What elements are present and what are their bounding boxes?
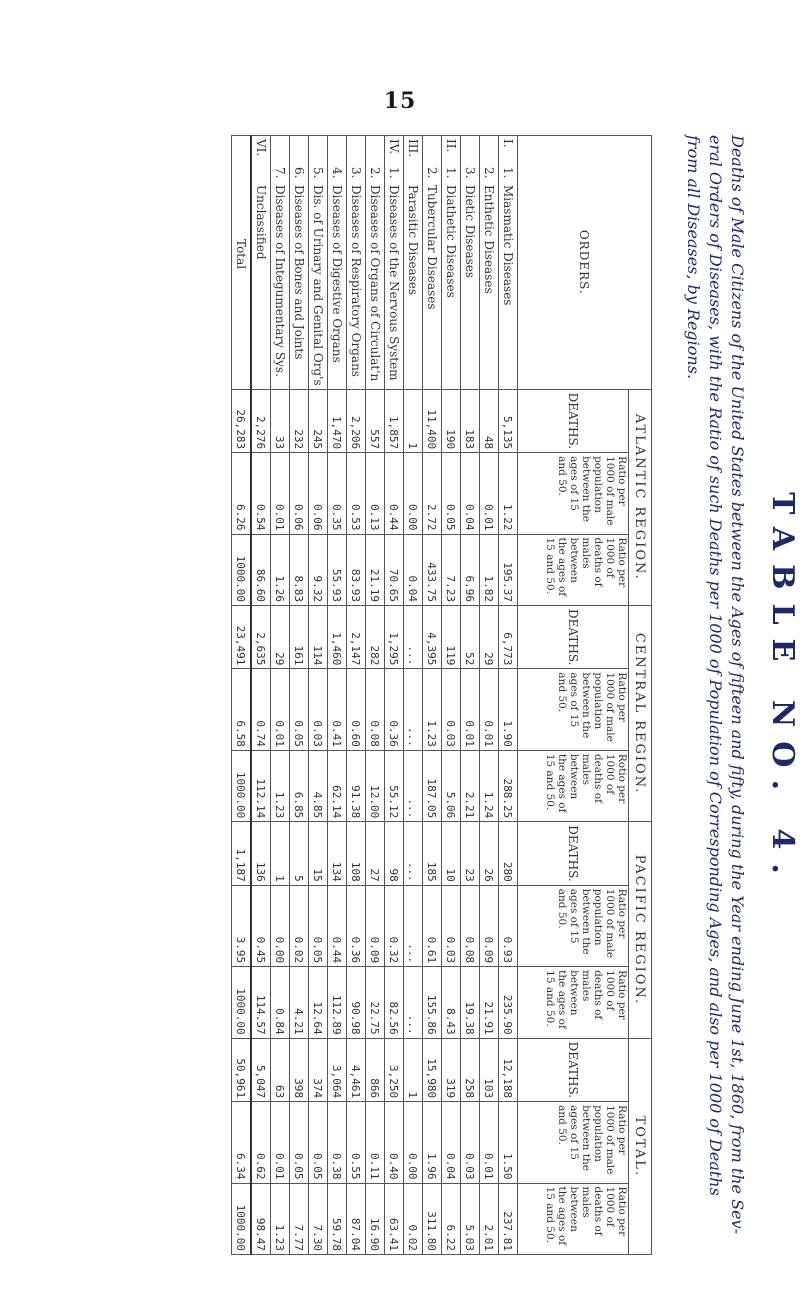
table-cell: 0.09 (366, 885, 385, 966)
table-cell: 23 (461, 822, 480, 885)
table-cell: 0.36 (385, 669, 404, 750)
table-row (347, 136, 366, 1255)
ratio-deaths-header: Rotio per 1000 of deaths of males between the ages of 15 and 50. (518, 750, 629, 821)
deaths-header: DEATHS. (518, 389, 629, 452)
order-name: Diseases of Integumentary Sys. (273, 185, 287, 377)
table-cell: 114.57 (251, 967, 271, 1038)
table-cell: 4.85 (309, 750, 328, 821)
table-cell: 0.03 (442, 669, 461, 750)
deaths-header: DEATHS. (518, 822, 629, 885)
table-cell: 86.60 (251, 534, 271, 605)
order-number: 3. (349, 167, 363, 179)
table-row (251, 136, 271, 1255)
table-cell: 15 (309, 822, 328, 885)
table-cell: 0.00 (404, 453, 423, 534)
table-subtitle (682, 135, 748, 1255)
table-cell: 0.40 (385, 1102, 404, 1183)
order-name: Diseases of the Nervous System (387, 185, 401, 381)
order-name: Tubercular Diseases (425, 185, 439, 310)
order-name: Diseases of Digestive Organs (330, 185, 344, 363)
table-cell: 11,400 (423, 389, 442, 452)
table-cell: 6,773 (499, 605, 518, 668)
table-cell: 114 (309, 605, 328, 668)
order-label (499, 136, 518, 390)
table-cell: 6.96 (461, 534, 480, 605)
table-cell: 0.01 (271, 453, 290, 534)
ratio-population-header: Ratio per 1000 of male population between the ages of 15 and 50. (518, 1102, 629, 1183)
table-cell: 50,961 (232, 1038, 252, 1101)
order-label (251, 136, 271, 390)
table-cell: 2.72 (423, 453, 442, 534)
table-cell: 3,250 (385, 1038, 404, 1101)
table-cell: 195.37 (499, 534, 518, 605)
order-label (290, 136, 309, 390)
table-cell: 136 (251, 822, 271, 885)
table-cell: 63.41 (385, 1183, 404, 1254)
table-cell: 15,980 (423, 1038, 442, 1101)
table-cell: 5.06 (442, 750, 461, 821)
order-name: Enthetic Diseases (482, 185, 496, 294)
order-label (442, 136, 461, 390)
table-cell: 1.90 (499, 669, 518, 750)
order-name: Diseases of Respiratory Organs (349, 185, 363, 377)
table-cell: 4,461 (347, 1038, 366, 1101)
table-cell: 1.96 (423, 1102, 442, 1183)
table-row (328, 136, 347, 1255)
table-cell: 98 (385, 822, 404, 885)
order-class-number: IV. (387, 139, 401, 155)
table-cell: 0.05 (290, 1102, 309, 1183)
table-row (499, 136, 518, 1255)
table-cell: 0.54 (251, 453, 271, 534)
orders-header: ORDERS. (518, 136, 652, 390)
table-cell: 0.02 (404, 1183, 423, 1254)
table-row (290, 136, 309, 1255)
table-cell: 12.64 (309, 967, 328, 1038)
table-cell: 0.36 (347, 885, 366, 966)
table-cell: 5.03 (461, 1183, 480, 1254)
table-cell: 0.08 (461, 885, 480, 966)
table-cell: 7.30 (309, 1183, 328, 1254)
table-cell: 22.75 (366, 967, 385, 1038)
order-number: 2. (482, 167, 496, 179)
table-cell: 433.75 (423, 534, 442, 605)
table-cell: 0.02 (290, 885, 309, 966)
order-number: 1. (387, 167, 401, 179)
table-cell: 6.26 (232, 453, 252, 534)
table-cell: 1.23 (271, 1183, 290, 1254)
table-cell: 374 (309, 1038, 328, 1101)
table-cell: 190 (442, 389, 461, 452)
order-class-number: VI. (254, 139, 268, 157)
table-cell: 280 (499, 822, 518, 885)
table-cell: 63 (271, 1038, 290, 1101)
order-label (271, 136, 290, 390)
region-header-central: CENTRAL REGION. (629, 605, 652, 821)
order-name: Diseases of Bones and Joints (292, 185, 306, 360)
table-cell: 0.11 (366, 1102, 385, 1183)
table-cell: 112.89 (328, 967, 347, 1038)
table-cell: 0.55 (347, 1102, 366, 1183)
table-cell: 134 (328, 822, 347, 885)
table-body (232, 136, 518, 1255)
table-row (271, 136, 290, 1255)
table-cell: 26,283 (232, 389, 252, 452)
table-cell: 82.56 (385, 967, 404, 1038)
table-cell: 1 (404, 389, 423, 452)
table-title: TABLE NO. 4. (765, 492, 800, 888)
table-cell: 0.53 (347, 453, 366, 534)
table-cell: 5 (290, 822, 309, 885)
region-header-total: TOTAL. (629, 1038, 652, 1254)
table-cell: 27 (366, 822, 385, 885)
table-cell: 1.50 (499, 1102, 518, 1183)
ratio-deaths-header: Ratio per 1000 of deaths of males between the ages of 15 and 50. (518, 967, 629, 1038)
table-cell: 0.01 (480, 453, 499, 534)
table-cell: 311.80 (423, 1183, 442, 1254)
table-cell: 6.34 (232, 1102, 252, 1183)
table-row (461, 136, 480, 1255)
order-number: 2. (368, 167, 382, 179)
table-cell: 21.91 (480, 967, 499, 1038)
table-cell: 0.44 (385, 453, 404, 534)
table-cell: 0.00 (271, 885, 290, 966)
subtitle-line-3: from all Diseases, by Regions. (684, 135, 703, 380)
table-cell: 1,470 (328, 389, 347, 452)
order-class-number: II. (444, 139, 458, 153)
table-cell: 258 (461, 1038, 480, 1101)
order-label (461, 136, 480, 390)
order-name: Dis. of Urinary and Genital Org's (311, 185, 325, 386)
table-cell: 1.24 (480, 750, 499, 821)
table-cell: 1.23 (271, 750, 290, 821)
table-cell: 87.04 (347, 1183, 366, 1254)
table-cell: 119 (442, 605, 461, 668)
table-cell: 232 (290, 389, 309, 452)
table-cell: 185 (423, 822, 442, 885)
table-cell: 282 (366, 605, 385, 668)
table-cell: 0.93 (499, 885, 518, 966)
table-cell: 0.05 (442, 453, 461, 534)
order-number: 1. (501, 167, 515, 179)
ratio-deaths-header: Ratio per 1000 of deaths of males between the ages of 15 and 50. (518, 1183, 629, 1254)
table-cell: 0.01 (461, 669, 480, 750)
table-cell: 29 (271, 605, 290, 668)
table-cell: 0.35 (328, 453, 347, 534)
table-cell: 0.13 (366, 453, 385, 534)
subtitle-line-2: eral Orders of Diseases, with the Ratio of such Deaths per 1000 of Population of Corresponding Ages, and also per 1000 of Deaths (706, 135, 725, 1196)
table-cell: 1000.00 (232, 750, 252, 821)
table-cell: 0.01 (480, 669, 499, 750)
table-row (366, 136, 385, 1255)
table-cell: 0.01 (480, 1102, 499, 1183)
order-number: 2. (425, 167, 439, 179)
order-number: 4. (330, 167, 344, 179)
table-cell: 10 (442, 822, 461, 885)
table-cell: 866 (366, 1038, 385, 1101)
table-cell: ... (404, 669, 423, 750)
table-cell: 21.19 (366, 534, 385, 605)
ratio-population-header: Ratio per 1000 of male population between the ages of 15 and 50. (518, 669, 629, 750)
table-cell: 7.23 (442, 534, 461, 605)
order-name: Dietic Diseases (463, 185, 477, 279)
ratio-population-header: Ratio per 1000 of male population between the ages of 15 and 50. (518, 885, 629, 966)
order-class-number: III. (406, 139, 420, 158)
table-cell: 0.62 (251, 1102, 271, 1183)
table-cell: 8.43 (442, 967, 461, 1038)
order-label (232, 136, 252, 390)
table-cell: 0.05 (309, 885, 328, 966)
table-cell: 1000.00 (232, 967, 252, 1038)
table-cell: 161 (290, 605, 309, 668)
order-number: 7. (273, 167, 287, 179)
order-name: Diseases of Organs of Circulat'n (368, 185, 382, 382)
table-cell: 33 (271, 389, 290, 452)
table-cell: 288.25 (499, 750, 518, 821)
order-name: Parasitic Diseases (406, 185, 420, 296)
table-cell: 55.12 (385, 750, 404, 821)
table-cell: 0.03 (309, 669, 328, 750)
table-cell: 59.78 (328, 1183, 347, 1254)
table-cell: 12.00 (366, 750, 385, 821)
deaths-header: DEATHS. (518, 605, 629, 668)
table-cell: 1000.00 (232, 534, 252, 605)
table-cell: 3.95 (232, 885, 252, 966)
table-cell: 2.01 (480, 1183, 499, 1254)
table-cell: 90.98 (347, 967, 366, 1038)
table-cell: 1.82 (480, 534, 499, 605)
table-cell: 16.90 (366, 1183, 385, 1254)
table-cell: ... (404, 605, 423, 668)
table-cell: 3,064 (328, 1038, 347, 1101)
table-cell: 1.22 (499, 453, 518, 534)
order-label (385, 136, 404, 390)
table-cell: 0.04 (442, 1102, 461, 1183)
table-cell: 1 (404, 1038, 423, 1101)
table-cell: 26 (480, 822, 499, 885)
table-cell: 5,135 (499, 389, 518, 452)
deaths-header: DEATHS. (518, 1038, 629, 1101)
table-row (442, 136, 461, 1255)
ratio-deaths-header: Ratio per 1000 of deaths of males between the ages of 15 and 50. (518, 534, 629, 605)
region-header-atlantic: ATLANTIC REGION. (629, 389, 652, 605)
table-cell: 1,295 (385, 605, 404, 668)
table-cell: 237.81 (499, 1183, 518, 1254)
order-number: 6. (292, 167, 306, 179)
table-cell: 4,395 (423, 605, 442, 668)
page-number: 15 (383, 88, 417, 114)
table-cell: 2,635 (251, 605, 271, 668)
table-cell: 155.86 (423, 967, 442, 1038)
table-row (480, 136, 499, 1255)
table-cell: 0.06 (309, 453, 328, 534)
table-cell: 245 (309, 389, 328, 452)
table-cell: 0.01 (271, 669, 290, 750)
table-cell: 557 (366, 389, 385, 452)
table-cell: 8.83 (290, 534, 309, 605)
table-cell: 9.32 (309, 534, 328, 605)
table-cell: 187.05 (423, 750, 442, 821)
table-row (309, 136, 328, 1255)
table-cell: 6.22 (442, 1183, 461, 1254)
order-class-number: I. (501, 139, 515, 148)
table-cell: 108 (347, 822, 366, 885)
table-cell: 0.01 (271, 1102, 290, 1183)
table-cell: 23,491 (232, 605, 252, 668)
region-header-pacific: PACIFIC REGION. (629, 822, 652, 1038)
table-cell: 48 (480, 389, 499, 452)
table-cell: 0.41 (328, 669, 347, 750)
table-cell: 0.05 (309, 1102, 328, 1183)
table-cell: 112.14 (251, 750, 271, 821)
table-row (404, 136, 423, 1255)
table-cell: 0.04 (461, 453, 480, 534)
table-cell: 0.08 (366, 669, 385, 750)
table-cell: 0.05 (290, 669, 309, 750)
table-cell: 0.44 (328, 885, 347, 966)
table-cell: ... (404, 750, 423, 821)
table-cell: 0.84 (271, 967, 290, 1038)
table-cell: 1,187 (232, 822, 252, 885)
order-name: Diathetic Diseases (444, 185, 458, 298)
table-cell: 55.93 (328, 534, 347, 605)
rotated-page (100, 115, 800, 1265)
table-cell: 2,206 (347, 389, 366, 452)
table-cell: ... (404, 822, 423, 885)
table-cell: 1000.00 (232, 1183, 252, 1254)
table-cell: 98.47 (251, 1183, 271, 1254)
table-row (423, 136, 442, 1255)
table-cell: 91.38 (347, 750, 366, 821)
table-cell: 319 (442, 1038, 461, 1101)
table-cell: 70.65 (385, 534, 404, 605)
table-cell: 2,276 (251, 389, 271, 452)
table-cell: 0.00 (404, 1102, 423, 1183)
total-row (232, 136, 252, 1255)
table-cell: 235.90 (499, 967, 518, 1038)
table-cell: 0.74 (251, 669, 271, 750)
table-cell: 7.77 (290, 1183, 309, 1254)
table-cell: 0.09 (480, 885, 499, 966)
table-cell: 0.61 (423, 885, 442, 966)
table-row (385, 136, 404, 1255)
table-cell: 2.21 (461, 750, 480, 821)
order-label (423, 136, 442, 390)
order-label (404, 136, 423, 390)
table-cell: 12,188 (499, 1038, 518, 1101)
table-cell: 6.58 (232, 669, 252, 750)
order-name: Total (234, 239, 248, 270)
table-cell: 103 (480, 1038, 499, 1101)
table-cell: 2,147 (347, 605, 366, 668)
table-cell: 0.03 (461, 1102, 480, 1183)
table-cell: 0.04 (404, 534, 423, 605)
table-cell: 52 (461, 605, 480, 668)
order-name: Unclassified (254, 185, 268, 260)
subtitle-line-1: Deaths of Male Citizens of the United States between the Ages of fifteen and fifty, during the Year ending June 1st, 1860, from the Sev- (728, 135, 747, 1234)
table-cell: 0.06 (290, 453, 309, 534)
table-cell: 62.14 (328, 750, 347, 821)
table-cell: 0.38 (328, 1102, 347, 1183)
table-cell: 0.60 (347, 669, 366, 750)
table-cell: 1.23 (423, 669, 442, 750)
table-cell: 83.93 (347, 534, 366, 605)
order-number: 1. (444, 167, 458, 179)
order-label (480, 136, 499, 390)
table-cell: 29 (480, 605, 499, 668)
order-label (309, 136, 328, 390)
statistics-table (231, 135, 652, 1255)
table-cell: ... (404, 967, 423, 1038)
table-cell: 19.38 (461, 967, 480, 1038)
table-cell: 0.32 (385, 885, 404, 966)
table-cell: 1,460 (328, 605, 347, 668)
table-cell: 0.03 (442, 885, 461, 966)
table-cell: 0.45 (251, 885, 271, 966)
order-number: 3. (463, 167, 477, 179)
order-number: 5. (311, 167, 325, 179)
table-cell: ... (404, 885, 423, 966)
table-cell: 5,047 (251, 1038, 271, 1101)
table-cell: 183 (461, 389, 480, 452)
order-label (328, 136, 347, 390)
order-label (347, 136, 366, 390)
table-cell: 1,857 (385, 389, 404, 452)
order-name: Miasmatic Diseases (501, 185, 515, 306)
table-cell: 1 (271, 822, 290, 885)
table-cell: 398 (290, 1038, 309, 1101)
ratio-population-header: Ratio per 1000 of male population between the ages of 15 and 50. (518, 453, 629, 534)
table-cell: 6.85 (290, 750, 309, 821)
table-cell: 1.26 (271, 534, 290, 605)
order-label (366, 136, 385, 390)
table-cell: 4.21 (290, 967, 309, 1038)
